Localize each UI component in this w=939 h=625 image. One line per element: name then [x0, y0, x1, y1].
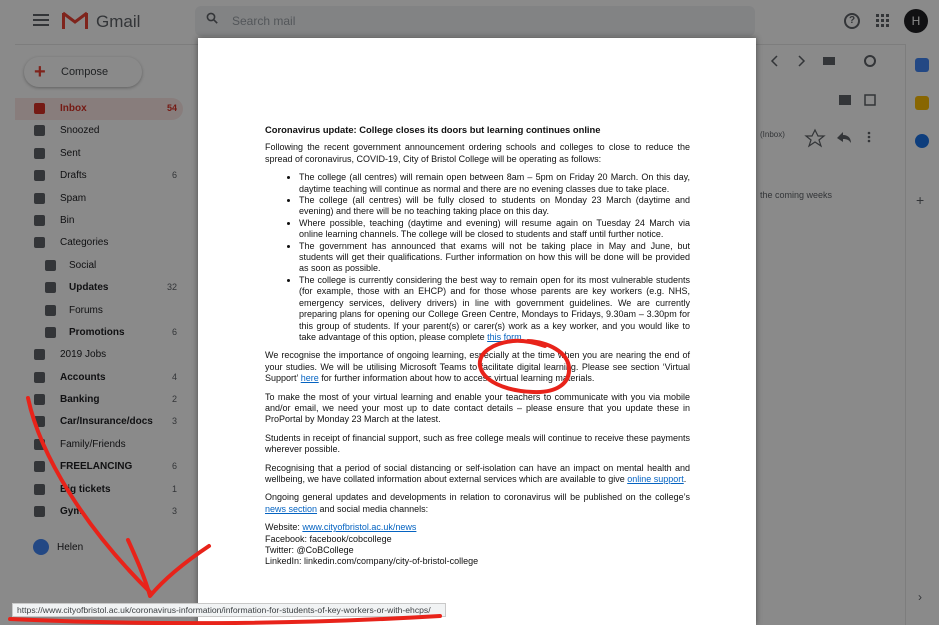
hangouts-user-name[interactable]: Helen	[57, 542, 84, 553]
sidebar-item-count: 3	[171, 506, 177, 517]
website-label: Website:	[265, 522, 303, 533]
document-content	[265, 124, 690, 568]
sidebar-item-label: Car/Insurance/docs	[60, 416, 153, 428]
sidebar-item-count: 6	[171, 326, 177, 337]
updates-end: and social media channels:	[317, 503, 429, 514]
sidebar-item-label: Drafts	[60, 170, 87, 182]
sidebar-item-label: Categories	[60, 237, 109, 249]
help-icon[interactable]: ?	[844, 13, 860, 29]
here-link[interactable]: here	[300, 373, 319, 384]
intro-paragraph: Following the recent government announcement ordering schools and colleges to close to reduce the spread of coronavirus, COVID-19, City of Bristol College will be operating as follows:	[265, 142, 690, 164]
sidebar-item-label: Family/Friends	[60, 438, 126, 450]
document-title: Coronavirus update: College closes its doors but learning continues online	[265, 124, 601, 135]
bullet-list	[265, 172, 690, 343]
status-url: https://www.cityofbristol.ac.uk/coronavirus-information/information-for-students-of-key-workers-or-with-ehcps/	[17, 605, 431, 615]
updates-paragraph	[265, 492, 690, 515]
compose-label: Compose	[61, 66, 109, 78]
sidebar-item-label: 2019 Jobs	[60, 349, 107, 361]
sidebar-item-label: Accounts	[60, 371, 106, 383]
sidebar-item-label: Bin	[60, 214, 75, 226]
facebook-line: Facebook: facebook/cobcollege	[265, 533, 392, 544]
plus-icon: +	[34, 61, 46, 83]
expand-panel-icon[interactable]: ›	[918, 590, 922, 604]
updates-text: Ongoing general updates and developments in relation to coronavirus will be published on the college’s	[265, 492, 690, 503]
search-input[interactable]: Search mail	[232, 14, 296, 28]
sidebar-item-label: Snoozed	[60, 125, 100, 137]
wellbeing-end: .	[683, 473, 687, 484]
sidebar-item-count: 6	[171, 461, 177, 472]
learning-text: We recognise the importance of ongoing learning, especially at the time when you are nearing the end of your studies. We will be utilising Microsoft Teams to facilitate digital learning. Please see section ‘Virtual Support’	[265, 350, 690, 384]
sidebar-item-count: 1	[171, 483, 177, 494]
sidebar-item-count: 2	[171, 394, 177, 405]
bullet-text: The college is currently considering the best way to remain open for its most vulnerable students (for example, those with an EHCP) and for those whose parents are key workers (e.g. NHS, emergency services, delivery drivers) in line with government guidelines. We are currently preparing plans for opening our College Green Centre, Mondays to Fridays, 9.30am – 3.30pm for this group of students. If your parent(s) or carer(s) work as a key worker, and you would like to take advantage of this option, please complete	[299, 274, 690, 342]
website-line	[265, 522, 690, 533]
bullet-item: • The college (all centres) will remain open between 8am – 5pm on Friday 20 March. On this day, daytime teaching will continue as normal and there are no evening classes due to take place.	[299, 172, 690, 195]
sidebar-item-count: 32	[166, 282, 177, 293]
bullet-item: • The college (all centres) will be fully closed to students on Monday 23 March (daytime and evening) and there will be no teaching taking place on this day.	[299, 195, 690, 218]
bullet-end: .	[521, 331, 525, 342]
bullet-item: • The government has announced that exams will not be taking place in May and June, but students will get their qualifications. Further information on how this will be done will be provided as soon as possible.	[299, 241, 690, 275]
sidebar-item-label: Social	[69, 259, 97, 271]
wellbeing-paragraph	[265, 463, 690, 486]
twitter-line: Twitter: @CoBCollege	[265, 545, 354, 555]
sidebar-item-label: Promotions	[69, 326, 125, 338]
online-support-link[interactable]: online support	[627, 473, 684, 484]
bullet-item	[299, 275, 690, 343]
learning-end: for further information about how to access virtual learning materials.	[318, 373, 595, 384]
sidebar-item-label: Updates	[69, 282, 109, 294]
bullet-item: • Where possible, teaching (daytime and evening) will resume again on Tuesday 24 March via online learning channels. The college will be closed to students and staff until further notice.	[299, 218, 690, 241]
financial-paragraph: Students in receipt of financial support, such as free college meals will continue to receive these payments wherever possible.	[265, 432, 690, 455]
sidebar-item-count: 4	[171, 371, 177, 382]
gmail-wordmark: Gmail	[96, 12, 141, 31]
sidebar-item-label: Forums	[69, 304, 103, 316]
website-link[interactable]: www.cityofbristol.ac.uk/news	[302, 522, 417, 533]
sidebar-item-label: Gym	[60, 506, 83, 518]
sidebar-item-count: 3	[171, 416, 177, 427]
sidebar-item-label: FREELANCING	[60, 461, 133, 473]
contact-paragraph: To make the most of your virtual learning and enable your teachers to communicate with you via mobile and/or email, we need your most up to date contact details – please ensure that you update these in ProPortal by Monday 23 March at the latest.	[265, 391, 690, 425]
this-form-link[interactable]: this form	[487, 331, 522, 342]
news-section-link[interactable]: news section	[265, 503, 318, 514]
mail-snippet: the coming weeks	[760, 190, 833, 200]
sidebar-item-count: 6	[171, 170, 177, 181]
account-avatar[interactable]: H	[904, 9, 928, 33]
document-page	[198, 38, 756, 625]
sidebar-item-label: Banking	[60, 394, 100, 406]
sidebar-item-count: 54	[166, 103, 177, 113]
inbox-category-tag: (Inbox)	[760, 130, 785, 139]
sidebar-item-label: Inbox	[60, 103, 87, 114]
wellbeing-text: Recognising that a period of social distancing or self-isolation can have an impact on mental health and wellbeing, we have collated information about external services which are available to give	[265, 462, 690, 484]
add-addon-icon[interactable]: +	[916, 192, 925, 208]
link-status-bar	[12, 603, 446, 617]
learning-paragraph	[265, 350, 690, 384]
sidebar-item-label: Big tickets	[60, 483, 111, 495]
linkedin-line: LinkedIn: linkedin.com/company/city-of-bristol-college	[265, 556, 479, 567]
sidebar-item-label: Sent	[60, 147, 81, 159]
sidebar-item-label: Spam	[60, 192, 87, 204]
